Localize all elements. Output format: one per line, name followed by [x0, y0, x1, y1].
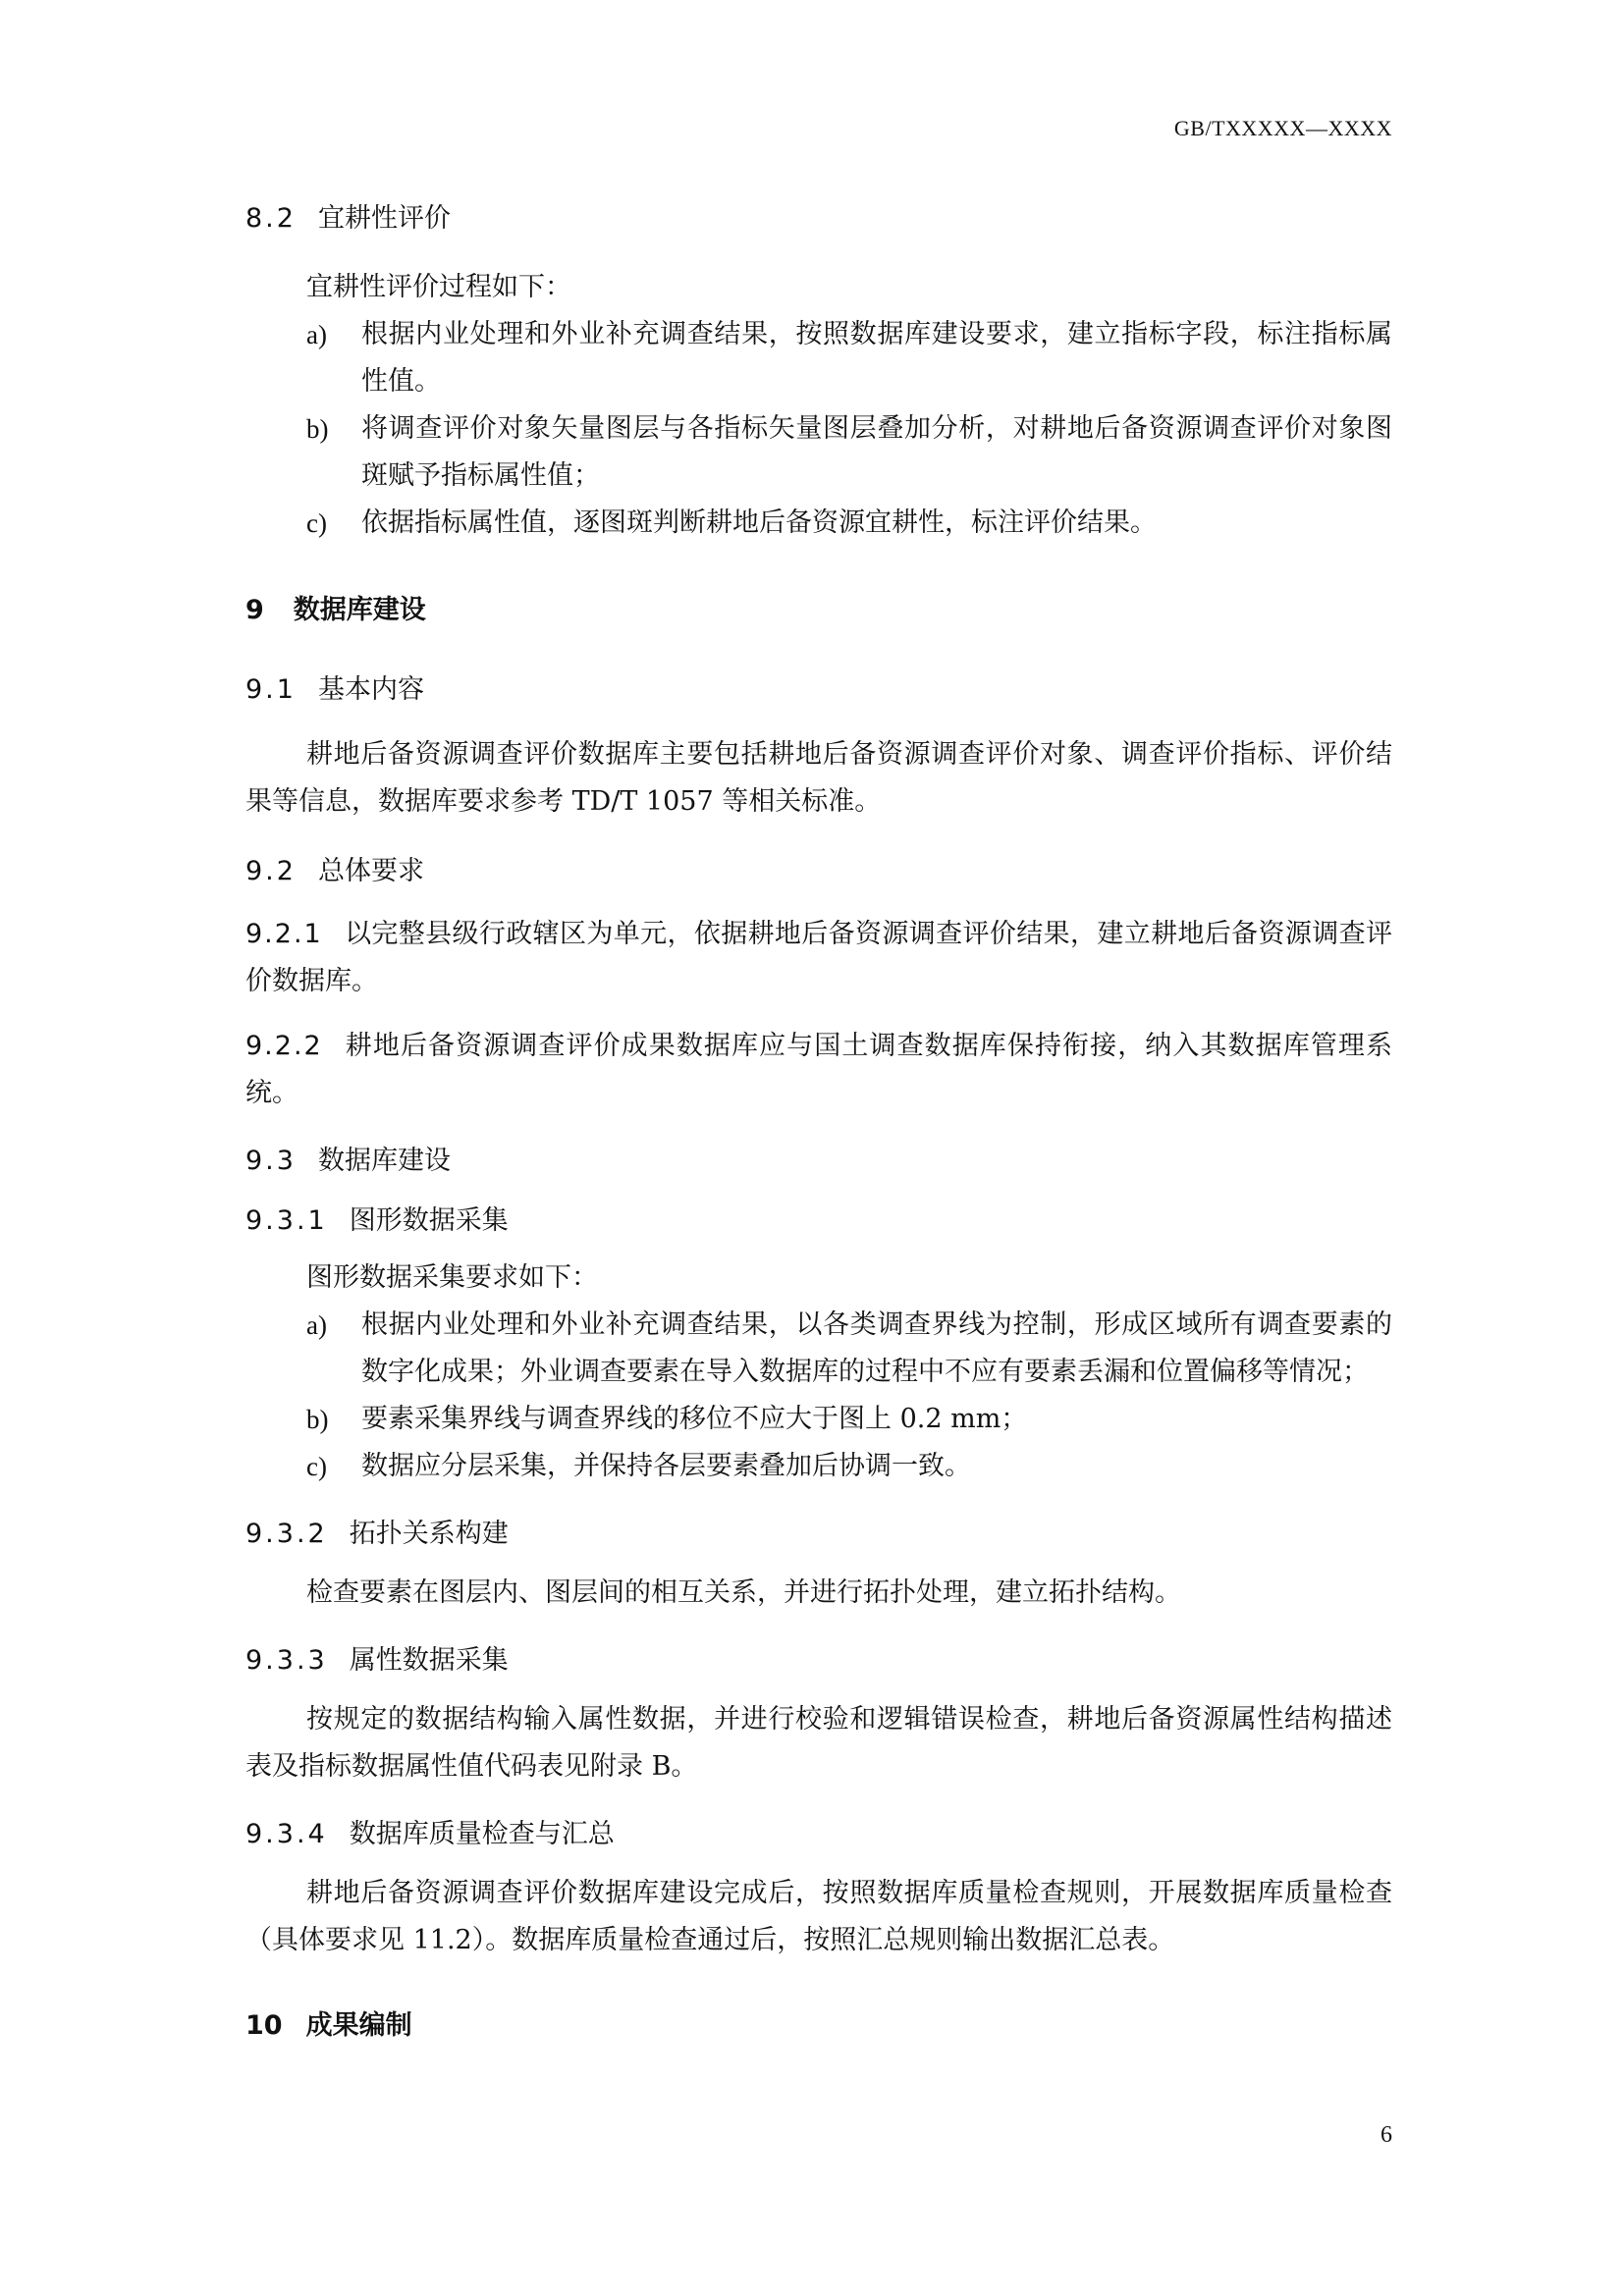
intro-9-3-1: 图形数据采集要求如下： — [306, 1262, 598, 1293]
page-number: 6 — [1380, 2122, 1392, 2148]
heading-9: 9 数据库建设 — [245, 595, 426, 625]
heading-9-3: 9.3 数据库建设 — [245, 1146, 451, 1176]
text-9-3-2: 检查要素在图层内、图层间的相互关系，并进行拓扑处理，建立拓扑结构。 — [306, 1577, 1181, 1608]
heading-9-3-4: 9.3.4 数据库质量检查与汇总 — [245, 1819, 615, 1849]
intro-8-2: 宜耕性评价过程如下： — [306, 272, 571, 302]
heading-9-3-1: 9.3.1 图形数据采集 — [245, 1205, 509, 1236]
list-9-3-1 — [245, 1302, 1392, 1490]
list-item: c) 依据指标属性值，逐图斑判断耕地后备资源宜耕性，标注评价结果。 — [306, 507, 1157, 538]
heading-9-3-2: 9.3.2 拓扑关系构建 — [245, 1519, 509, 1549]
list-item: a) 根据内业处理和外业补充调查结果，以各类调查界线为控制，形成区域所有调查要素的数字化成果；外业调查要素在导入数据库的过程中不应有要素丢漏和位置偏移等情况； — [306, 1309, 1392, 1387]
heading-10: 10 成果编制 — [245, 2010, 412, 2041]
heading-8-2: 8.2 宜耕性评价 — [245, 203, 451, 234]
heading-9-1: 9.1 基本内容 — [245, 674, 424, 705]
heading-9-2: 9.2 总体要求 — [245, 856, 424, 886]
heading-9-3-3: 9.3.3 属性数据采集 — [245, 1645, 509, 1676]
list-item: b) 将调查评价对象矢量图层与各指标矢量图层叠加分析，对耕地后备资源调查评价对象图斑赋予指标属性值； — [306, 413, 1392, 491]
text-9-1: 耕地后备资源调查评价数据库主要包括耕地后备资源调查评价对象、调查评价指标、评价结果等信息，数据库要求参考 TD/T 1057 等相关标准。 — [245, 739, 1392, 817]
text-9-3-3: 按规定的数据结构输入属性数据，并进行校验和逻辑错误检查，耕地后备资源属性结构描述表及指标数据属性值代码表见附录 B。 — [245, 1704, 1392, 1782]
list-8-2 — [245, 311, 1392, 547]
page-content — [245, 196, 1392, 2042]
clause-9-2-2: 9.2.2 耕地后备资源调查评价成果数据库应与国土调查数据库保持衔接，纳入其数据库管理系统。 — [245, 1031, 1392, 1108]
text-9-3-4: 耕地后备资源调查评价数据库建设完成后，按照数据库质量检查规则，开展数据库质量检查（具体要求见 11.2）。数据库质量检查通过后，按照汇总规则输出数据汇总表。 — [245, 1878, 1392, 1955]
list-item: a) 根据内业处理和外业补充调查结果，按照数据库建设要求，建立指标字段，标注指标属性值。 — [306, 319, 1392, 397]
document-code: GB/TXXXXX—XXXX — [1173, 116, 1392, 140]
list-item: b) 要素采集界线与调查界线的移位不应大于图上 0.2 mm； — [306, 1404, 1028, 1434]
list-item: c) 数据应分层采集，并保持各层要素叠加后协调一致。 — [306, 1451, 971, 1481]
clause-9-2-1: 9.2.1 以完整县级行政辖区为单元，依据耕地后备资源调查评价结果，建立耕地后备资源调查评价数据库。 — [245, 919, 1392, 996]
